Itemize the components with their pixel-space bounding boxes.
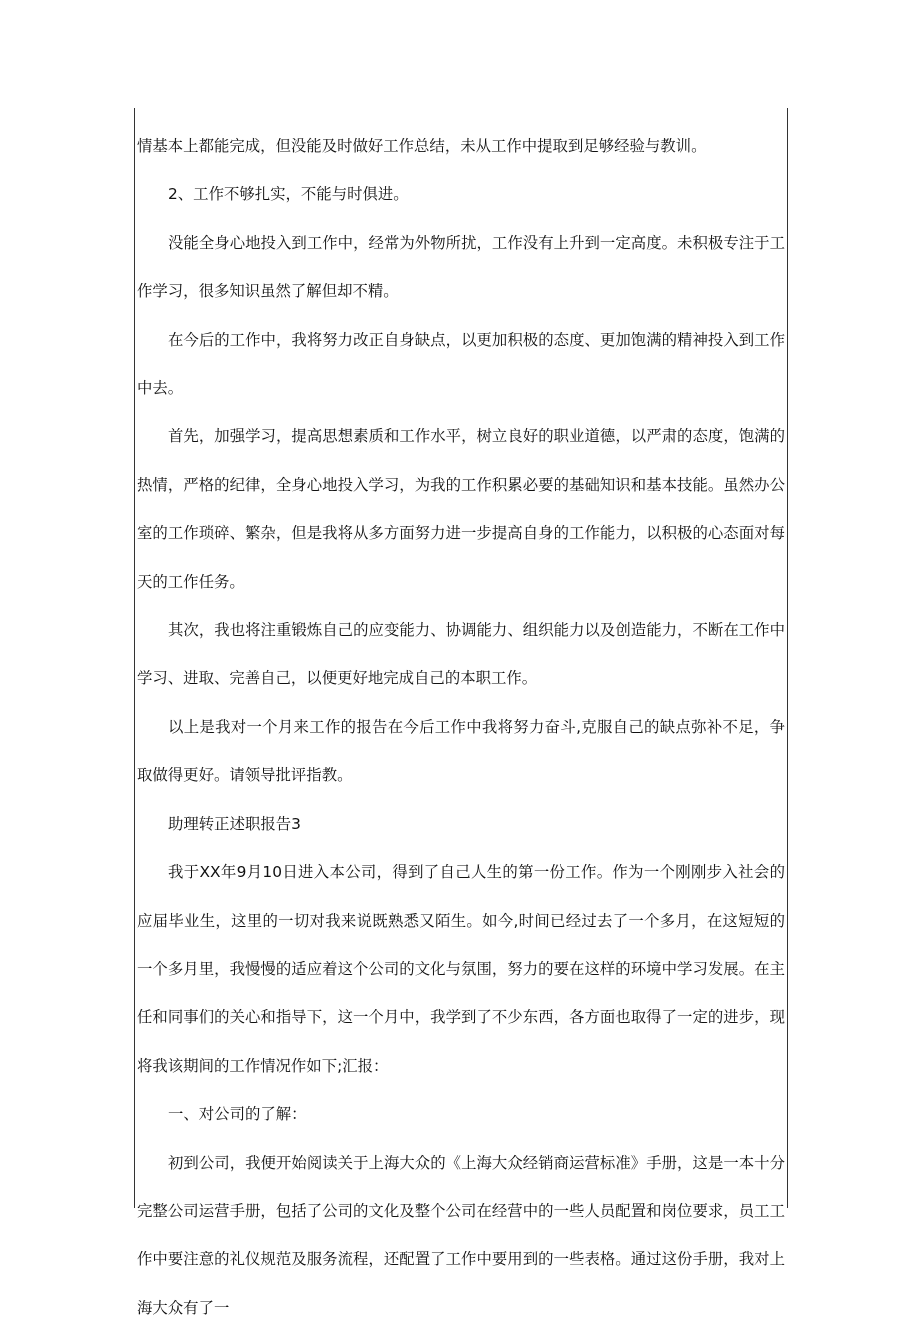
paragraph-focus: 没能全身心地投入到工作中，经常为外物所扰，工作没有上升到一定高度。未积极专注于工作学习，很多知识虽然了解但却不精。 bbox=[137, 233, 785, 301]
paragraph-continuation: 情基本上都能完成，但没能及时做好工作总结，未从工作中提取到足够经验与教训。 bbox=[137, 137, 707, 155]
document-body bbox=[137, 122, 785, 1332]
page-left-border bbox=[134, 108, 135, 1208]
page-right-border bbox=[787, 108, 788, 1208]
document-page bbox=[134, 108, 788, 1317]
paragraph-future: 在今后的工作中，我将努力改正自身缺点，以更加积极的态度、更加饱满的精神投入到工作中去。 bbox=[137, 330, 785, 398]
paragraph-company: 初到公司，我便开始阅读关于上海大众的《上海大众经销商运营标准》手册，这是一本十分完整公司运营手册，包括了公司的文化及整个公司在经营中的一些人员配置和岗位要求，员工工作中要注意的礼仪规范及服务流程，还配置了工作中要用到的一些表格。通过这份手册，我对上海大众有了一 bbox=[137, 1153, 785, 1317]
paragraph-intro: 我于XX年9月10日进入本公司，得到了自己人生的第一份工作。作为一个刚刚步入社会的应届毕业生，这里的一切对我来说既熟悉又陌生。如今,时间已经过去了一个多月，在这短短的一个多月里，我慢慢的适应着这个公司的文化与氛围，努力的要在这样的环境中学习发展。在主任和同事们的关心和指导下，这一个月中，我学到了不少东西，各方面也取得了一定的进步，现将我该期间的工作情况作如下;汇报： bbox=[137, 863, 785, 1075]
paragraph-closing: 以上是我对一个月来工作的报告在今后工作中我将努力奋斗,克服自己的缺点弥补不足，争取做得更好。请领导批评指教。 bbox=[137, 717, 785, 785]
paragraph-first: 首先，加强学习，提高思想素质和工作水平，树立良好的职业道德，以严肃的态度，饱满的热情，严格的纪律，全身心地投入学习，为我的工作积累必要的基础知识和基本技能。虽然办公室的工作琐碎、繁杂，但是我将从多方面努力进一步提高自身的工作能力，以积极的心态面对每天的工作任务。 bbox=[137, 427, 785, 591]
paragraph-second: 其次，我也将注重锻炼自己的应变能力、协调能力、组织能力以及创造能力，不断在工作中学习、进取、完善自己，以便更好地完成自己的本职工作。 bbox=[137, 621, 785, 688]
section-heading: 助理转正述职报告3 bbox=[168, 814, 301, 833]
subsection-heading: 一、对公司的了解： bbox=[168, 1105, 307, 1124]
paragraph-point-2: 2、工作不够扎实，不能与时俱进。 bbox=[168, 185, 409, 204]
